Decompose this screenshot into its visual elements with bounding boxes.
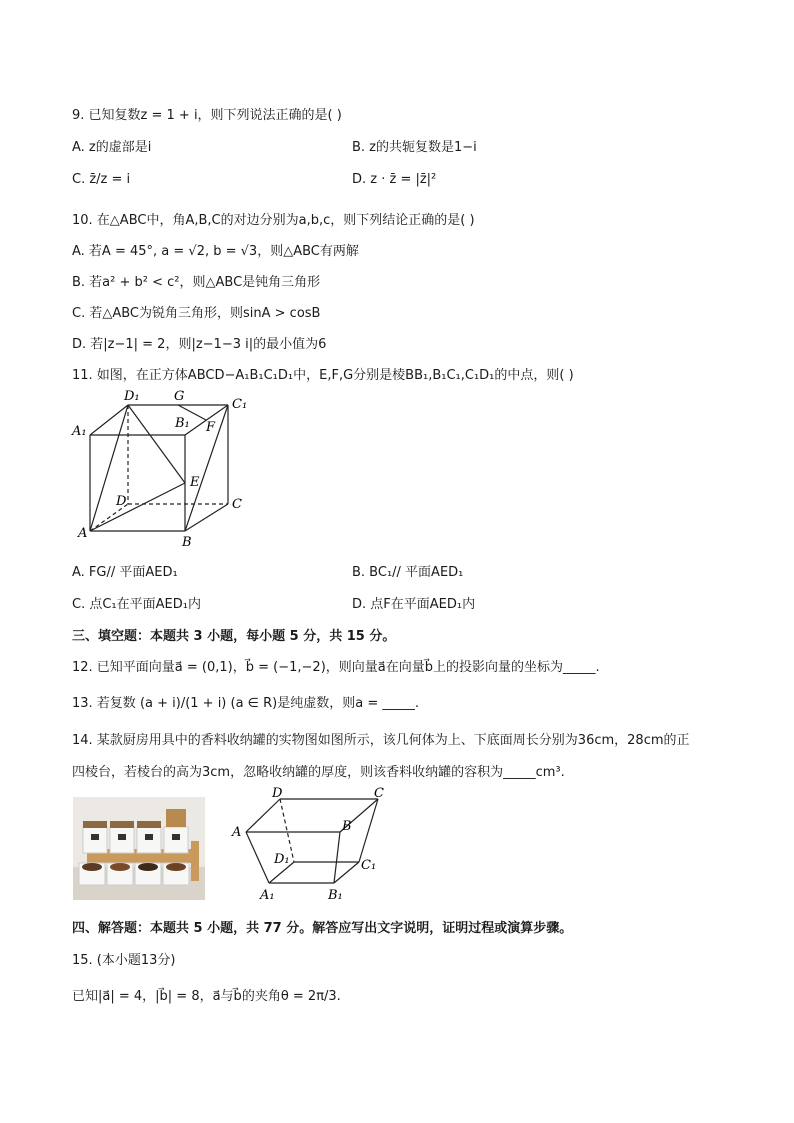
label-c1: C₁ bbox=[232, 397, 248, 412]
q11-stem: 11. 如图，在正方体ABCD−A₁B₁C₁D₁中，E,F,G分别是棱BB₁,B₁C₁,C₁D₁的中点，则( ) bbox=[72, 368, 574, 383]
frustum-label-b1: B₁ bbox=[328, 888, 343, 903]
label-f: F bbox=[206, 420, 216, 435]
label-c: C bbox=[232, 497, 242, 512]
q10-option-d: D. 若|z−1| = 2，则|z−1−3 i|的最小值为6 bbox=[72, 337, 327, 352]
q15-title: 15. (本小题13分) bbox=[72, 953, 176, 968]
label-a1: A₁ bbox=[72, 424, 87, 439]
frustum-label-d: D bbox=[272, 786, 283, 801]
q15-body: 已知|a⃗| = 4，|b⃗| = 8，a⃗与b⃗的夹角θ = 2π/3. bbox=[72, 989, 341, 1004]
q10-option-c: C. 若△ABC为锐角三角形，则sinA > cosB bbox=[72, 306, 321, 321]
label-b1: B₁ bbox=[175, 416, 190, 431]
q14-line2: 四棱台，若棱台的高为3cm，忽略收纳罐的厚度，则该香料收纳罐的容积为_____cm³. bbox=[72, 765, 565, 780]
q9-option-b: B. z的共轭复数是1−i bbox=[352, 140, 477, 155]
label-a: A bbox=[78, 526, 88, 541]
q11-option-a: A. FG// 平面AED₁ bbox=[72, 565, 178, 580]
section-4-heading: 四、解答题：本题共 5 小题，共 77 分。解答应写出文字说明，证明过程或演算步骤。 bbox=[72, 921, 573, 936]
frustum-label-b: B bbox=[342, 819, 352, 834]
q10-option-b: B. 若a² + b² < c²，则△ABC是钝角三角形 bbox=[72, 275, 321, 290]
frustum-label-c1: C₁ bbox=[361, 858, 377, 873]
q9-option-d: D. z · z̄ = |z̄|² bbox=[352, 172, 437, 187]
section-3-heading: 三、填空题：本题共 3 小题，每小题 5 分，共 15 分。 bbox=[72, 629, 396, 644]
q9-stem: 9. 已知复数z = 1 + i，则下列说法正确的是( ) bbox=[72, 108, 342, 123]
q14-line1: 14. 某款厨房用具中的香料收纳罐的实物图如图所示，该几何体为上、下底面周长分别为36cm，28cm的正 bbox=[72, 733, 690, 748]
label-b: B bbox=[182, 535, 192, 550]
label-g: G bbox=[174, 389, 185, 404]
label-e: E bbox=[190, 475, 200, 490]
q10-option-a: A. 若A = 45°, a = √2, b = √3，则△ABC有两解 bbox=[72, 244, 359, 259]
label-d: D bbox=[116, 494, 127, 509]
q11-option-b: B. BC₁// 平面AED₁ bbox=[352, 565, 464, 580]
frustum-label-d1: D₁ bbox=[274, 852, 290, 867]
spice-jar-photo bbox=[73, 797, 205, 900]
cube-figure bbox=[70, 388, 260, 550]
label-d1: D₁ bbox=[124, 389, 140, 404]
q9-option-a: A. z的虚部是i bbox=[72, 140, 152, 155]
q11-option-c: C. 点C₁在平面AED₁内 bbox=[72, 597, 201, 612]
frustum-label-a1: A₁ bbox=[260, 888, 275, 903]
q11-option-d: D. 点F在平面AED₁内 bbox=[352, 597, 476, 612]
frustum-label-a: A bbox=[232, 825, 242, 840]
q9-option-c: C. z̄/z = i bbox=[72, 172, 131, 187]
q13-text: 13. 若复数 (a + i)/(1 + i) (a ∈ R)是纯虚数，则a = _____. bbox=[72, 696, 420, 711]
frustum-figure bbox=[228, 785, 396, 905]
q12-text: 12. 已知平面向量a⃗ = (0,1)，b⃗ = (−1,−2)，则向量a⃗在向量b⃗上的投影向量的坐标为_____. bbox=[72, 660, 600, 675]
frustum-label-c: C bbox=[374, 786, 384, 801]
q10-stem: 10. 在△ABC中，角A,B,C的对边分别为a,b,c，则下列结论正确的是( ) bbox=[72, 213, 475, 228]
